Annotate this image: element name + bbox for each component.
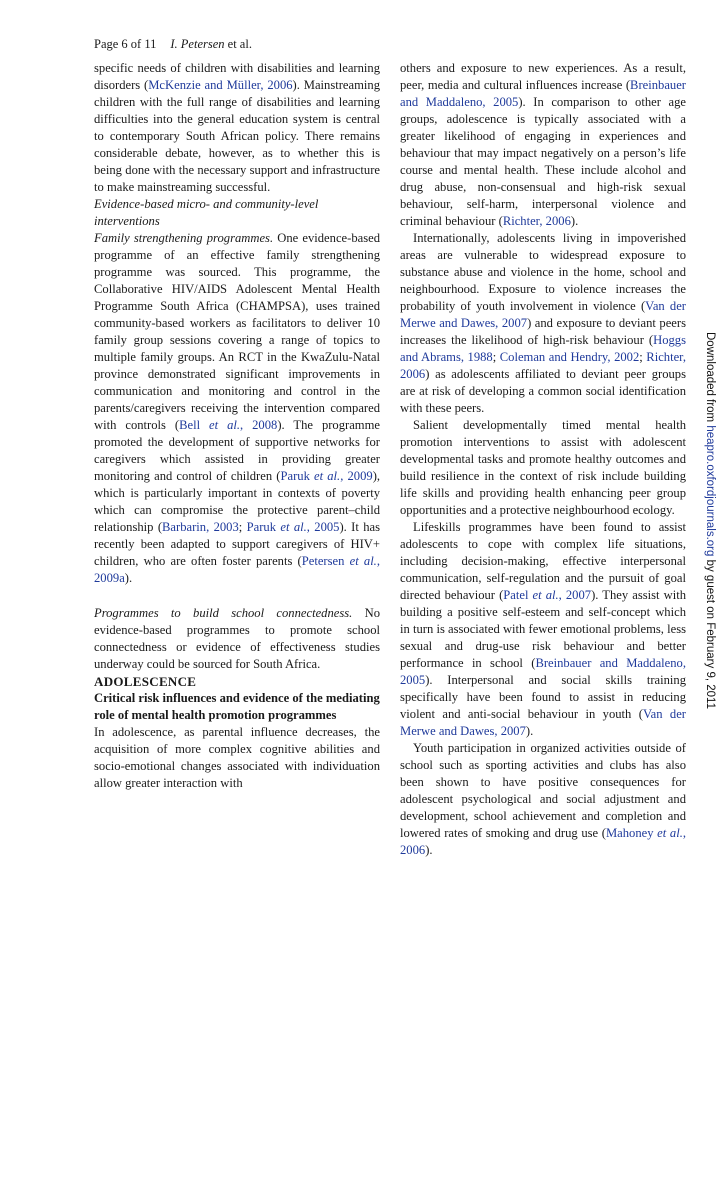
citation-link[interactable]: Coleman and Hendry, 2002	[499, 350, 640, 364]
lifeskills-paragraph: Lifeskills programmes have been found to assist adolescents to cope with complex life situations, including decision-making, effective interpersonal communication, self-regulation and the pursuit of goal directed behaviour (Patel et al., 2007). They assist with building a positive self-esteem and self-concept which in turn is associated with fewer emotional problems, less sexual and drug-use risk behaviour and better performance in school (Breinbauer and Maddaleno, 2005). Interpersonal and social skills training specifically have been found to assist in reducing violent and anti-social behaviour in youth (Van der Merwe and Dawes, 2007).	[400, 520, 686, 738]
run-in-heading: Programmes to build school connectedness.	[94, 606, 353, 620]
citation-link[interactable]: Paruk et al., 2009	[280, 469, 373, 483]
right-column	[400, 60, 686, 859]
citation-link[interactable]: Van der Merwe and Dawes, 2007	[400, 299, 686, 330]
school-connectedness-paragraph: Programmes to build school connectedness. No evidence-based programmes to promote school connectedness or evidence of effectiveness studies underway could be sourced for South Africa.	[94, 606, 380, 671]
run-in-heading: Family strengthening programmes.	[94, 231, 274, 245]
adolescence-paragraph: In adolescence, as parental influence decreases, the acquisition of more complex cognitive abilities and socio-emotional changes associated with individuation allow greater interaction with	[94, 725, 380, 790]
citation-link[interactable]: Bell et al., 2008	[179, 418, 278, 432]
citation-link[interactable]: Richter, 2006	[502, 214, 571, 228]
download-watermark: Downloaded from heapro.oxfordjournals.org by guest on February 9, 2011	[704, 332, 716, 709]
left-column	[94, 60, 380, 792]
bold-subsection-heading: Critical risk influences and evidence of the mediating role of mental health promotion programmes	[94, 691, 380, 722]
citation-link[interactable]: Patel et al., 2007	[503, 588, 592, 602]
subsection-heading: Evidence-based micro- and community-level interventions	[94, 197, 319, 228]
citation-link[interactable]: Petersen et al., 2009a	[94, 554, 380, 585]
section-heading-adolescence: ADOLESCENCE	[94, 674, 197, 689]
citation-link[interactable]: McKenzie and Müller, 2006	[148, 78, 293, 92]
citation-link[interactable]: Hoggs and Abrams, 1988	[400, 333, 686, 364]
citation-link[interactable]: Richter, 2006	[400, 350, 687, 381]
youth-participation-paragraph: Youth participation in organized activities outside of school such as sporting activities and clubs has also been shown to have positive consequences for adolescent psychological and social adjustment and development, school achievement and completion and lowered rates of smoking and drug use (Mahoney et al., 2006).	[400, 741, 687, 857]
running-head	[94, 37, 252, 52]
promotion-interventions-paragraph: Salient developmentally timed mental health promotion interventions to assist with adolescent developmental tasks and promote healthy outcomes and build resilience in the context of risk include building life skills and providing health enhancing peer group opportunities and a protective neighbourhood ecology.	[400, 418, 686, 517]
running-head-author: I. Petersen et al.	[170, 37, 252, 51]
citation-link[interactable]: Van der Merwe and Dawes, 2007	[400, 707, 686, 738]
violence-exposure-paragraph: Internationally, adolescents living in impoverished areas are vulnerable to widespread exposure to substance abuse and violence in the home, school and neighbourhood. Exposure to violence increases the probability of youth involvement in violence (Van der Merwe and Dawes, 2007) and exposure to deviant peers increases the likelihood of high-risk behaviour (Hoggs and Abrams, 1988; Coleman and Hendry, 2002; Richter, 2006) as adolescents affiliated to deviant peer groups are at risk of developing a common social identification with these peers.	[400, 231, 687, 415]
citation-link[interactable]: Paruk et al., 2005	[246, 520, 340, 534]
citation-link[interactable]: Barbarin, 2003	[162, 520, 239, 534]
citation-link[interactable]: Mahoney et al., 2006	[400, 826, 687, 857]
intro-paragraph: specific needs of children with disabilities and learning disorders (McKenzie and Müller, 2006). Mainstreaming children with the full range of disabilities and learning difficulties into the general education system is central to contemporary South African policy. There remains considerable debate, however, as to whether this is being done with the necessary support and infrastructure to make mainstreaming successful.	[94, 61, 380, 194]
family-strengthening-paragraph: Family strengthening programmes. One evidence-based programme of an effective family strengthening programme was sourced. This programme, the Collaborative HIV/AIDS Adolescent Mental Health Programme South Africa (CHAMPSA), uses trained community-based workers as facilitators to deliver 10 family group sessions covering a range of topics to multiple family groups. An RCT in the KwaZulu-Natal province demonstrated significant improvements in communication and monitoring and control in the parents/caregivers receiving the intervention compared with controls (Bell et al., 2008). The programme promoted the development of supportive networks for caregivers which assisted in providing greater monitoring and control of children (Paruk et al., 2009), which is particularly important in contexts of poverty which can compromise the protective parent–child relationship (Barbarin, 2003; Paruk et al., 2005). It has recently been adapted to support caregivers of HIV+ children, who are often foster parents (Petersen et al., 2009a).	[94, 231, 381, 585]
page-number-label: Page 6 of 11	[94, 37, 157, 51]
journal-site-link[interactable]: heapro.oxfordjournals.org	[704, 425, 716, 557]
citation-link[interactable]: Breinbauer and Maddaleno, 2005	[400, 656, 686, 687]
citation-link[interactable]: Breinbauer and Maddaleno, 2005	[400, 78, 686, 109]
peer-influence-paragraph: others and exposure to new experiences. As a result, peer, media and cultural influences increase (Breinbauer and Maddaleno, 2005). In comparison to other age groups, adolescence is typically associated with a greater likelihood of engaging in experiences and behaviour that may impact negatively on a person’s life course and mental health. These include alcohol and drug abuse, non-consensual and high-risk sexual behaviour, self-harm, interpersonal violence and criminal behaviour (Richter, 2006).	[400, 61, 686, 228]
